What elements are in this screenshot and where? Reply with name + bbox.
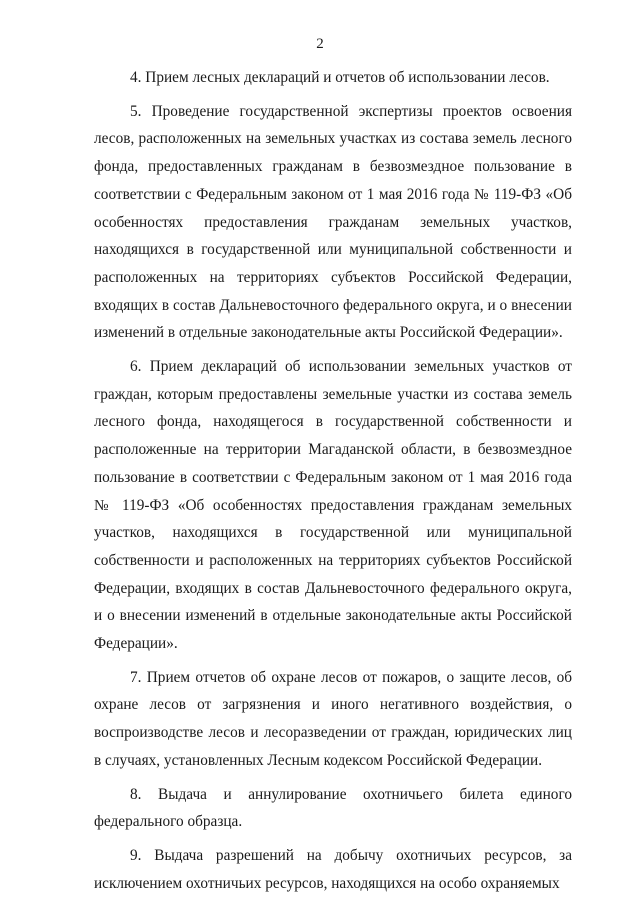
paragraph-item-7: 7. Прием отчетов об охране лесов от пожаров, о защите лесов, об охране лесов от загрязнения и иного негативного воздействия, о воспроизводстве лесов и лесоразведении от граждан, юридических лиц в случаях, установленных Лесным кодексом Российской Федерации.	[94, 668, 572, 769]
document-body	[94, 64, 572, 903]
paragraph-item-4: 4. Прием лесных деклараций и отчетов об использовании лесов.	[130, 69, 550, 86]
page-number: 2	[316, 36, 324, 52]
paragraph-item-5: 5. Проведение государственной экспертизы проектов освоения лесов, расположенных на земельных участках из состава земель лесного фонда, предоставленных гражданам в безвозмездное пользование в соответствии с Федеральным законом от 1 мая 2016 года № 119-ФЗ «Об особенностях предоставления гражданам земельных участков, находящихся в государственной или муниципальной собственности и расположенных на территориях субъектов Российской Федерации, входящих в состав Дальневосточного федерального округа, и о внесении изменений в отдельные законодательные акты Российской Федерации».	[94, 102, 572, 342]
paragraph-item-8: 8. Выдача и аннулирование охотничьего билета единого федерального образца.	[94, 785, 572, 831]
paragraph-item-9: 9. Выдача разрешений на добычу охотничьих ресурсов, за исключением охотничьих ресурсов, находящихся на особо охраняемых	[94, 846, 572, 892]
paragraph-item-6: 6. Прием деклараций об использовании земельных участков от граждан, которым предоставлены земельные участки из состава земель лесного фонда, находящегося в государственной собственности и расположенные на территории Магаданской области, в безвозмездное пользование в соответствии с Федеральным законом от 1 мая 2016 года № 119-ФЗ «Об особенностях предоставления гражданам земельных участков, находящихся в государственной или муниципальной собственности и расположенных на территориях субъектов Российской Федерации, входящих в состав Дальневосточного федерального округа, и о внесении изменений в отдельные законодательные акты Российской Федерации».	[94, 358, 572, 653]
